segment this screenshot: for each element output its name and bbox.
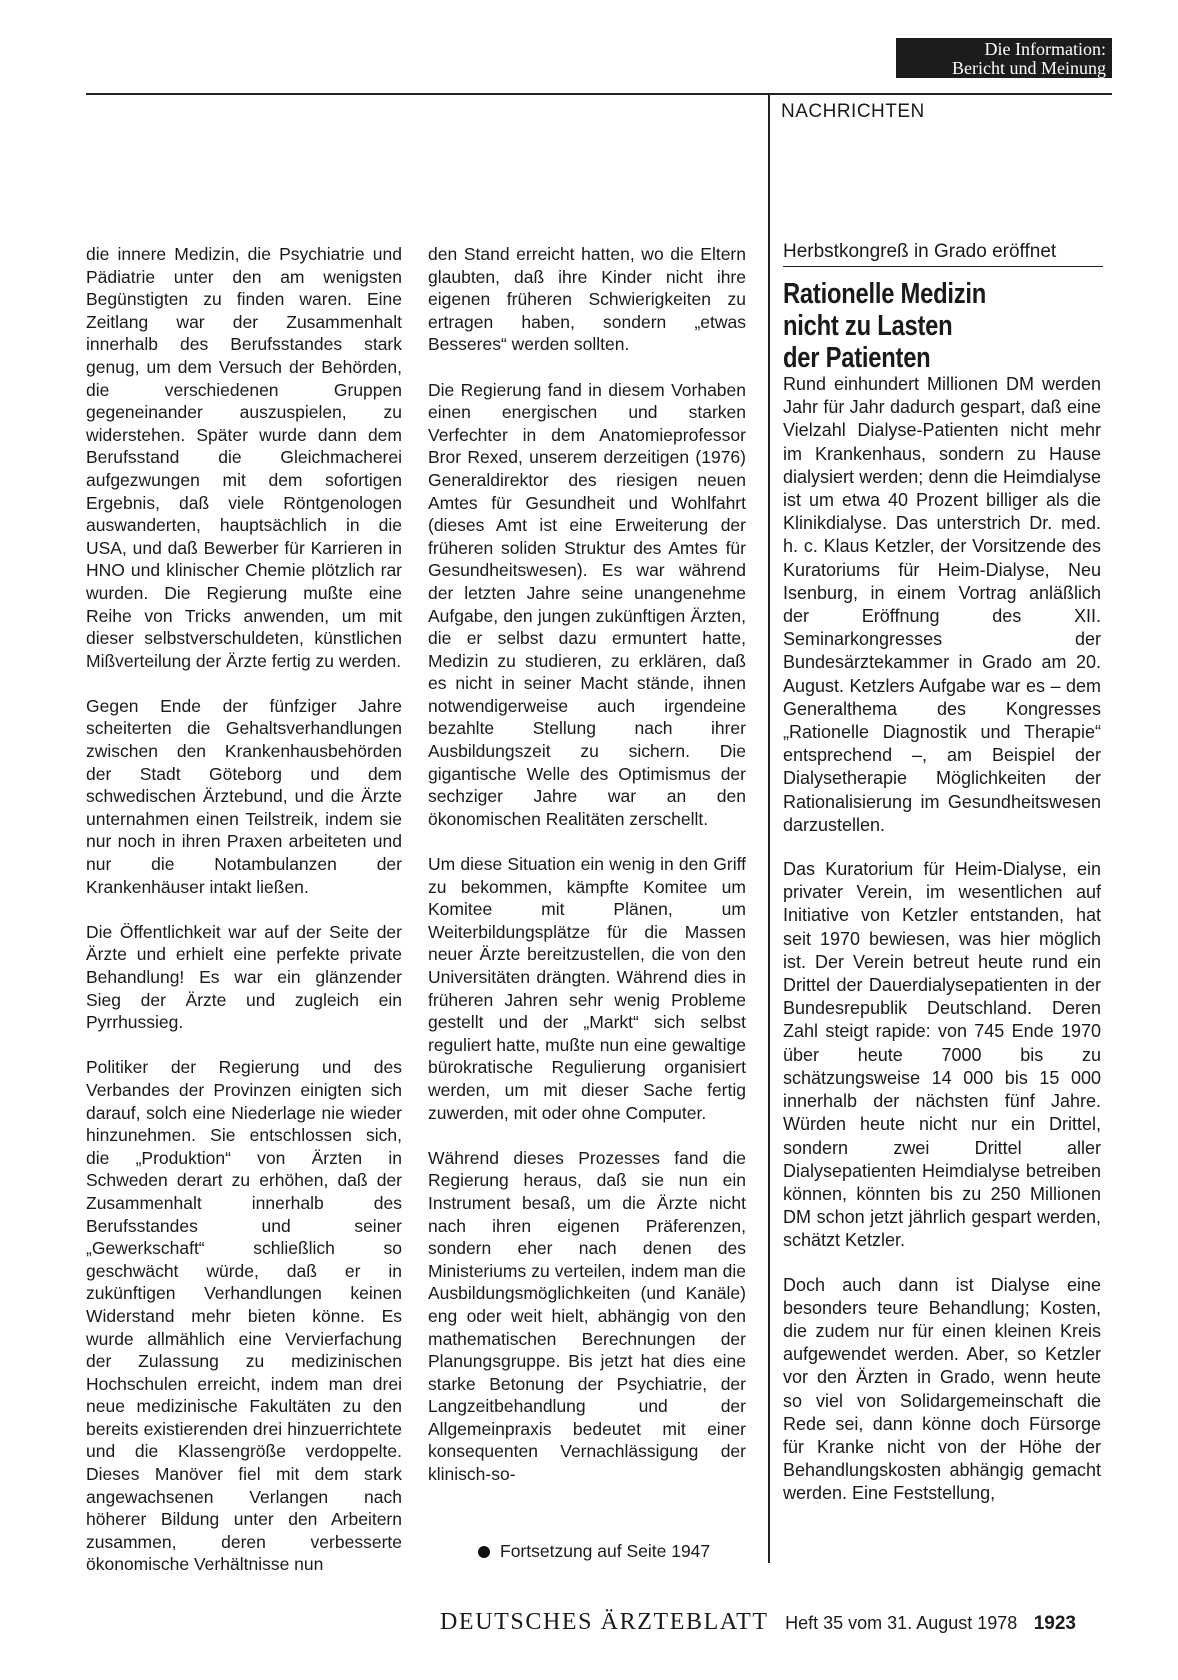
badge-line-1: Die Information: [984, 39, 1106, 59]
section-badge [896, 38, 1112, 78]
section-label: NACHRICHTEN [781, 101, 925, 122]
headline-line: nicht zu Lasten [783, 310, 953, 342]
continuation-note [478, 1541, 710, 1562]
paragraph: die innere Medizin, die Psychiatrie und Pädiatrie unter den am wenigsten Begünstigten zu finden waren. Eine Zeitlang war der Zusammenhalt innerhalb des Berufsstandes stark genug, um dem Versuch der Behörden, die verschiedenen Gruppen gegeneinander auszuspielen, zu widerstehen. Später wurde dann dem Berufsstand die Gleichmacherei aufgezwungen mit dem sofortigen Ergebnis, daß viele Röntgenologen auswanderten, hauptsächlich in die USA, und daß Bewerber für Karrieren in HNO und klinischer Chemie plötzlich rar wurden. Die Regierung mußte eine Reihe von Tricks anwenden, um mit dieser selbstverschuldeten, künstlichen Mißverteilung der Ärzte fertig zu werden. [86, 244, 402, 671]
header-rule [86, 93, 1112, 95]
article-headline [783, 278, 1045, 374]
paragraph: Die Regierung fand in diesem Vorhaben einen energischen und starken Verfechter in dem Anatomieprofessor Bror Rexed, unserem derzeitigen (1976) Generaldirektor des riesigen neuen Amtes für Gesundheit und Wohlfahrt (dieses Amt ist eine Erweiterung der früheren soliden Struktur des Amtes für Gesundheitswesen). Es war während der letzten Jahre seine unangenehme Aufgabe, den jungen zukünftigen Ärzten, die er selbst dazu ermuntert hatte, Medizin zu studieren, zu erklären, daß es nicht in seiner Macht stände, ihnen notwendigerweise auch irgendeine bezahlte Stellung nach ihrer Ausbildungszeit zu sichern. Die gigantische Welle des Optimismus der sechziger Jahre war an den ökonomischen Realitäten zerschellt. [428, 379, 746, 829]
journal-name: DEUTSCHES ÄRZTEBLATT [440, 1609, 769, 1635]
paragraph: Die Öffentlichkeit war auf der Seite der Ärzte und erhielt eine perfekte private Behandlung! Es war ein glänzender Sieg der Ärzte und zugleich ein Pyrrhussieg. [86, 921, 402, 1033]
page-footer [440, 1609, 1100, 1636]
bullet-icon [478, 1546, 490, 1558]
badge-line-2: Bericht und Meinung [952, 58, 1106, 78]
paragraph: Das Kuratorium für Heim-Dialyse, ein privater Verein, im wesentlichen auf Initiative von Ketzler entstanden, hat seit 1970 bewiesen, was hier möglich ist. Der Verein betreut heute rund ein Drittel der Dauerdialysepatienten in der Bundesrepublik Deutschland. Deren Zahl steigt rapide: von 745 Ende 1970 über heute 7000 bis zu schätzungsweise 14 000 bis 15 000 innerhalb der nächsten fünf Jahre. Würden heute nicht nur ein Drittel, sondern zwei Drittel aller Dialysepatienten Heimdialyse betreiben können, könnten bis zu 250 Millionen DM schon jetzt jährlich gespart werden, schätzt Ketzler. [783, 859, 1101, 1251]
paragraph: Um diese Situation ein wenig in den Griff zu bekommen, kämpfte Komitee um Komitee mit Plänen, um Weiterbildungsplätze für die Massen neuer Ärzte bereitzustellen, die von den Universitäten drängten. Während dies in früheren Jahren sehr wenig Probleme gestellt und der „Markt“ sich selbst reguliert hatte, mußte nun eine gewaltige bürokratische Regulierung organisiert werden, um mit dieser Sache fertig zuwerden, mit oder ohne Computer. [428, 854, 746, 1123]
headline-line: Rationelle Medizin [783, 278, 987, 310]
text-column-1 [86, 243, 402, 1599]
paragraph: Gegen Ende der fünfziger Jahre scheiterten die Gehaltsverhandlungen zwischen den Krankenhausbehörden der Stadt Göteborg und dem schwedischen Ärztebund, und die Ärzte unternahmen einen Teilstreik, indem sie nur noch in ihren Praxen arbeiteten und nur die Notambulanzen der Krankenhäuser intakt ließen. [86, 695, 402, 897]
article-kicker: Herbstkongreß in Grado eröffnet [783, 241, 1103, 267]
article-body [783, 373, 1101, 1527]
paragraph: Rund einhundert Millionen DM werden Jahr für Jahr dadurch gespart, daß eine Vielzahl Dialyse-Patienten nicht mehr im Krankenhaus, sondern zu Hause dialysiert werden; denn die Heimdialyse ist um etwa 40 Prozent billiger als die Klinikdialyse. Das unterstrich Dr. med. h. c. Klaus Ketzler, der Vorsitzende des Kuratoriums für Heim-Dialyse, Neu Isenburg, in einem Vortrag anläßlich der Eröffnung des XII. Seminarkongresses der Bundesärztekammer in Grado am 20. August. Ketzlers Aufgabe war es – dem Generalthema des Kongresses „Rationelle Diagnostik und Therapie“ entsprechend –, am Beispiel der Dialysetherapie Möglichkeiten der Rationalisierung im Gesundheitswesen darzustellen. [783, 374, 1101, 835]
paragraph: den Stand erreicht hatten, wo die Eltern glaubten, daß ihre Kinder nicht ihre eigenen früheren Schwierigkeiten zu ertragen haben, sondern „etwas Besseres“ werden sollten. [428, 244, 746, 355]
continuation-text: Fortsetzung auf Seite 1947 [500, 1541, 711, 1561]
page-number: 1923 [1033, 1613, 1077, 1634]
paragraph: Während dieses Prozesses fand die Regierung heraus, daß sie nun ein Instrument besaß, um die Ärzte nicht nach ihren eigenen Präferenzen, sondern eher nach denen des Ministeriums zu verteilen, indem man die Ausbildungsmöglichkeiten (und Kanäle) eng oder weit hielt, abhängig von den mathematischen Berechnungen der Planungsgruppe. Bis jetzt hat dies eine starke Betonung der Psychiatrie, der Langzeitbehandlung und der Allgemeinpraxis bedeutet mit einer konsequenten Vernachlässigung der klinisch-so- [428, 1147, 746, 1485]
column-divider [768, 93, 770, 1563]
paragraph: Doch auch dann ist Dialyse eine besonders teure Behandlung; Kosten, die zudem nur für einen kleinen Kreis aufgewendet werden. Aber, so Ketzler vor den Ärzten in Grado, wenn heute so viel von Solidargemeinschaft die Rede sei, dann könne doch Fürsorge für Kranke nicht von der Höhe der Behandlungskosten abhängig gemacht werden. Eine Feststellung, [783, 1274, 1101, 1504]
headline-line: der Patienten [783, 342, 931, 374]
paragraph: Politiker der Regierung und des Verbandes der Provinzen einigten sich darauf, solch eine Niederlage nie wieder hinzunehmen. Sie entschlossen sich, die „Produktion“ von Ärzten in Schweden derart zu erhöhen, daß der Zusammenhalt innerhalb des Berufsstandes und seiner „Gewerkschaft“ schließlich so geschwächt würde, daß er in zukünftigen Verhandlungen keinen Widerstand mehr bieten könne. Es wurde allmählich eine Vervierfachung der Zulassung zu medizinischen Hochschulen erreicht, indem man drei neue medizinische Fakultäten zu den bereits existierenden drei hinzuerrichtete und die Klassengröße verdoppelte. Dieses Manöver fiel mit dem stark angewachsenen Verlangen nach höherer Bildung unter den Arbeitern zusammen, deren verbesserte ökonomische Verhältnisse nun [86, 1057, 402, 1575]
text-column-2 [428, 243, 746, 1508]
issue-info: Heft 35 vom 31. August 1978 [785, 1613, 1018, 1633]
